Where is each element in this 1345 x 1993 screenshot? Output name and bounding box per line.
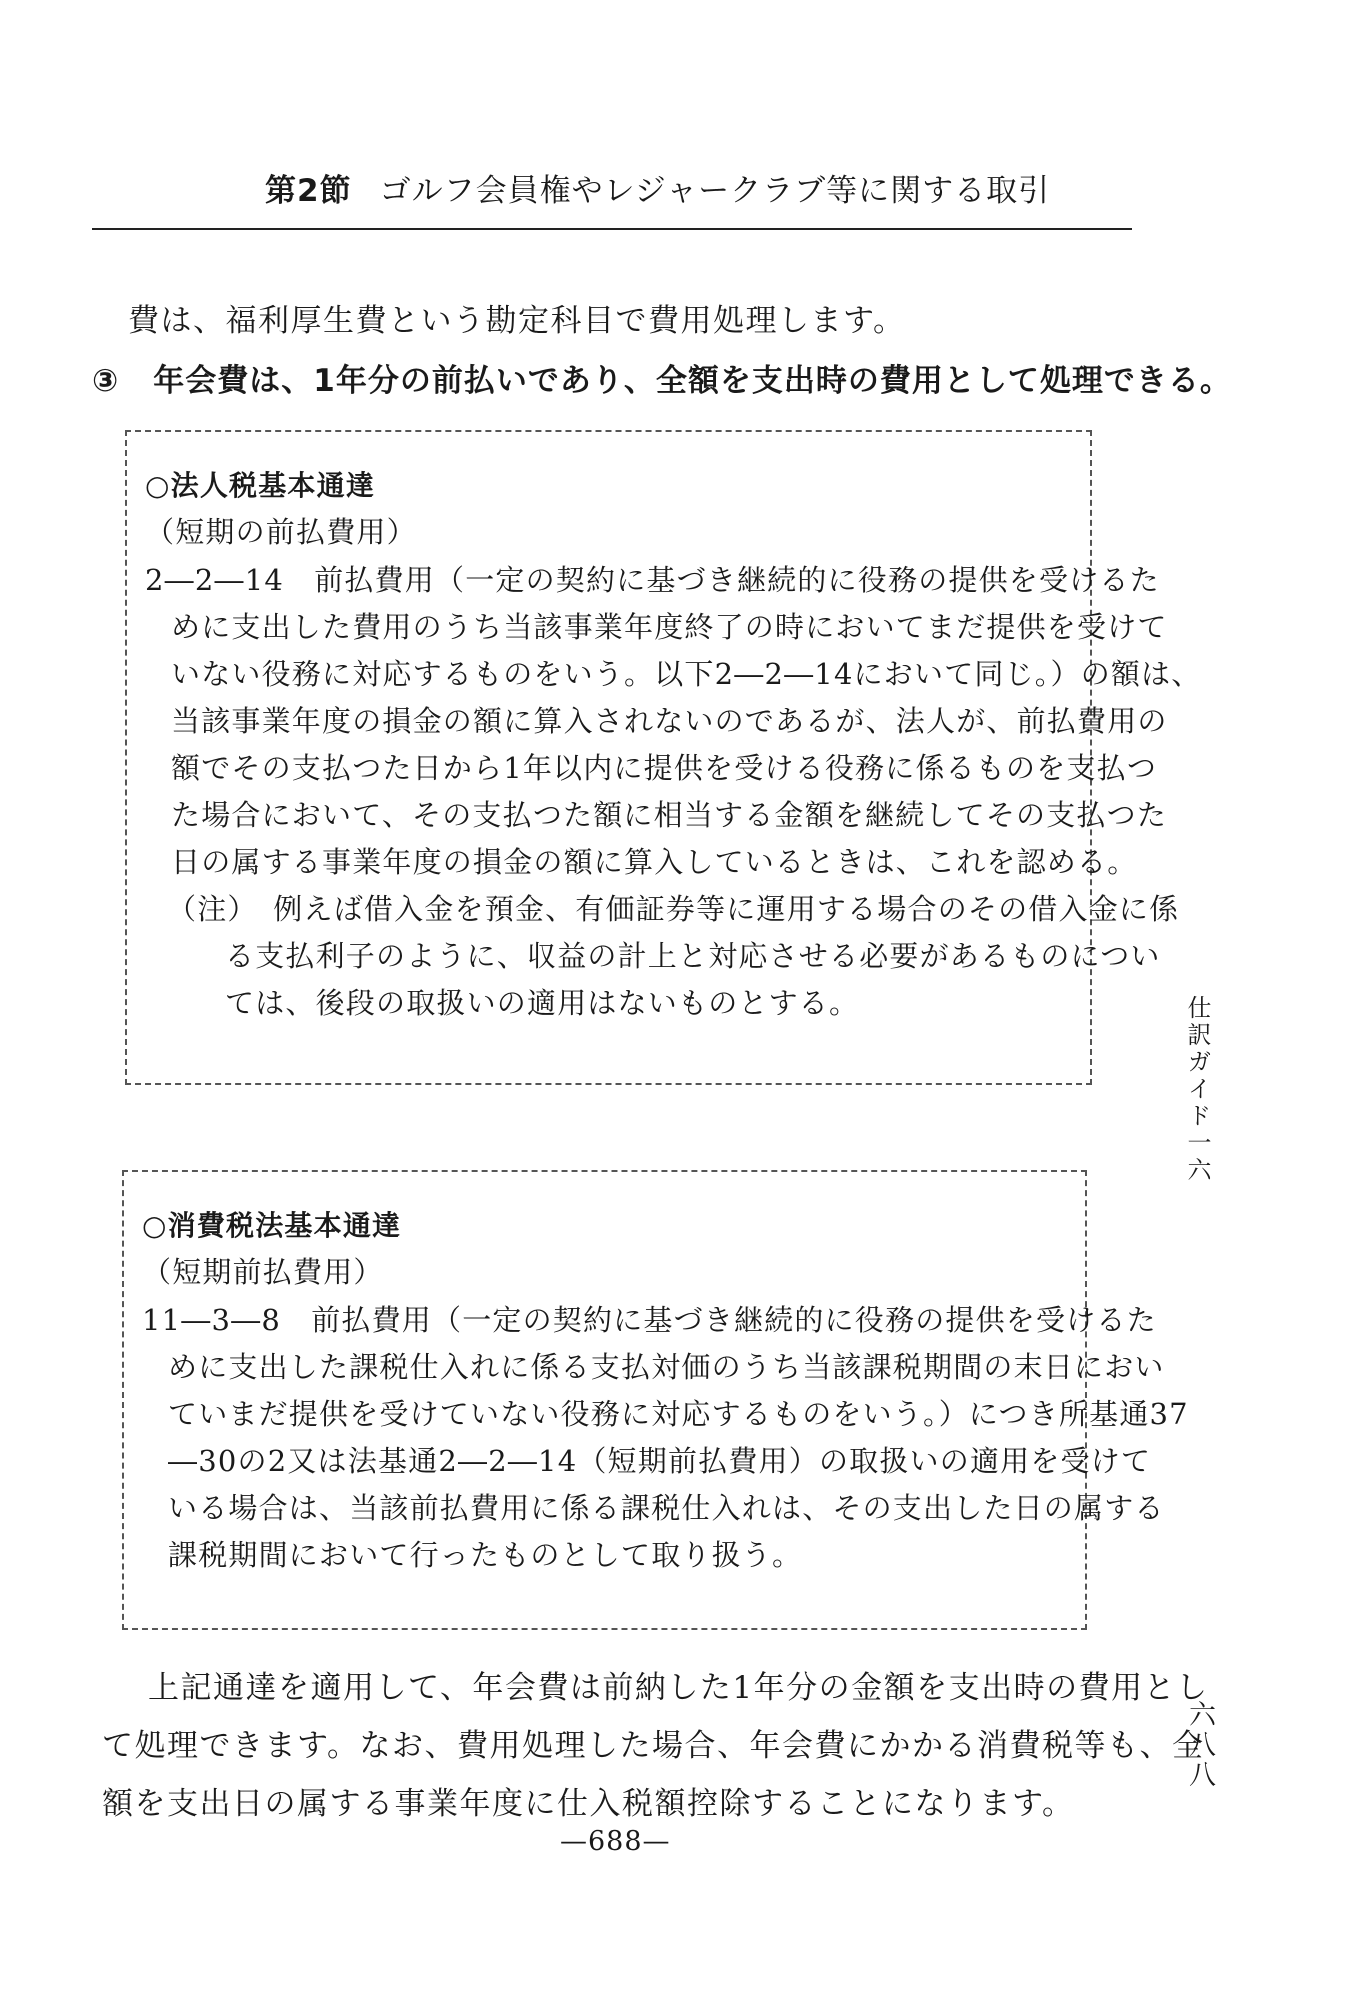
box2-line: 11―3―8 前払費用（一定の契約に基づき継続的に役務の提供を受けるた (142, 1303, 1157, 1337)
consumption-tax-notice-box (122, 1170, 1189, 1630)
page-number: —688— (560, 1826, 671, 1857)
conclusion-line: 額を支出日の属する事業年度に仕入税額控除することになります。 (102, 1786, 1075, 1822)
section-number: 第2節 (265, 173, 352, 209)
box2-subtitle: （短期前払費用） (142, 1255, 384, 1289)
box1-title: ○法人税基本通達 (145, 469, 376, 502)
box1-line: 当該事業年度の損金の額に算入されないのであるが、法人が、前払費用の (171, 704, 1168, 738)
point-3 (92, 355, 1232, 400)
box2-line: 課税期間において行ったものとして取り扱う。 (168, 1538, 803, 1572)
box1-note-line: （注） 例えば借入金を預金、有価証券等に運用する場合のその借入金に係 (167, 892, 1180, 926)
box1-subtitle: （短期の前払費用） (145, 515, 417, 549)
point-3-text: 年会費は、1年分の前払いであり、全額を支出時の費用として処理できる。 (153, 363, 1232, 399)
corporate-tax-notice-box (125, 430, 1202, 1085)
conclusion-line: 上記通達を適用して、年会費は前納した1年分の金額を支出時の費用とし (148, 1670, 1209, 1706)
box1-line: 2―2―14 前払費用（一定の契約に基づき継続的に役務の提供を受けるた (145, 563, 1160, 597)
page-header (265, 165, 1050, 210)
box2-line: めに支出した課税仕入れに係る支払対価のうち当該課税期間の末日におい (168, 1350, 1165, 1384)
header-rule (92, 228, 1132, 230)
box1-line: た場合において、その支払つた額に相当する金額を継続してその支払つた (171, 798, 1168, 832)
box2-line: いる場合は、当該前払費用に係る課税仕入れは、その支出した日の属する (168, 1491, 1165, 1525)
point-3-marker: ③ (92, 363, 120, 399)
intro-line: 費は、福利厚生費という勘定科目で費用処理します。 (128, 303, 906, 339)
box1-note-line: ては、後段の取扱いの適用はないものとする。 (225, 986, 860, 1020)
box1-line: 日の属する事業年度の損金の額に算入しているときは、これを認める。 (171, 845, 1138, 879)
conclusion-line: て処理できます。なお、費用処理した場合、年会費にかかる消費税等も、全 (102, 1728, 1205, 1764)
section-title: ゴルフ会員権やレジャークラブ等に関する取引 (379, 173, 1051, 209)
box2-title: ○消費税法基本通達 (142, 1209, 402, 1242)
box1-line: 額でその支払つた日から1年以内に提供を受ける役務に係るものを支払つ (171, 751, 1158, 785)
box1-line: いない役務に対応するものをいう。以下2―2―14において同じ。）の額は、 (171, 657, 1202, 691)
box1-line: めに支出した費用のうち当該事業年度終了の時においてまだ提供を受けて (171, 610, 1168, 644)
side-page-number: 六八八 (1184, 1700, 1215, 1790)
side-running-label: 仕訳ガイド一六 (1183, 995, 1211, 1184)
box2-line: ていまだ提供を受けていない役務に対応するものをいう。）につき所基通37 (168, 1397, 1189, 1431)
box2-line: ―30の2又は法基通2―2―14（短期前払費用）の取扱いの適用を受けて (168, 1444, 1152, 1478)
box1-note-line: る支払利子のように、収益の計上と対応させる必要があるものについ (225, 939, 1161, 973)
